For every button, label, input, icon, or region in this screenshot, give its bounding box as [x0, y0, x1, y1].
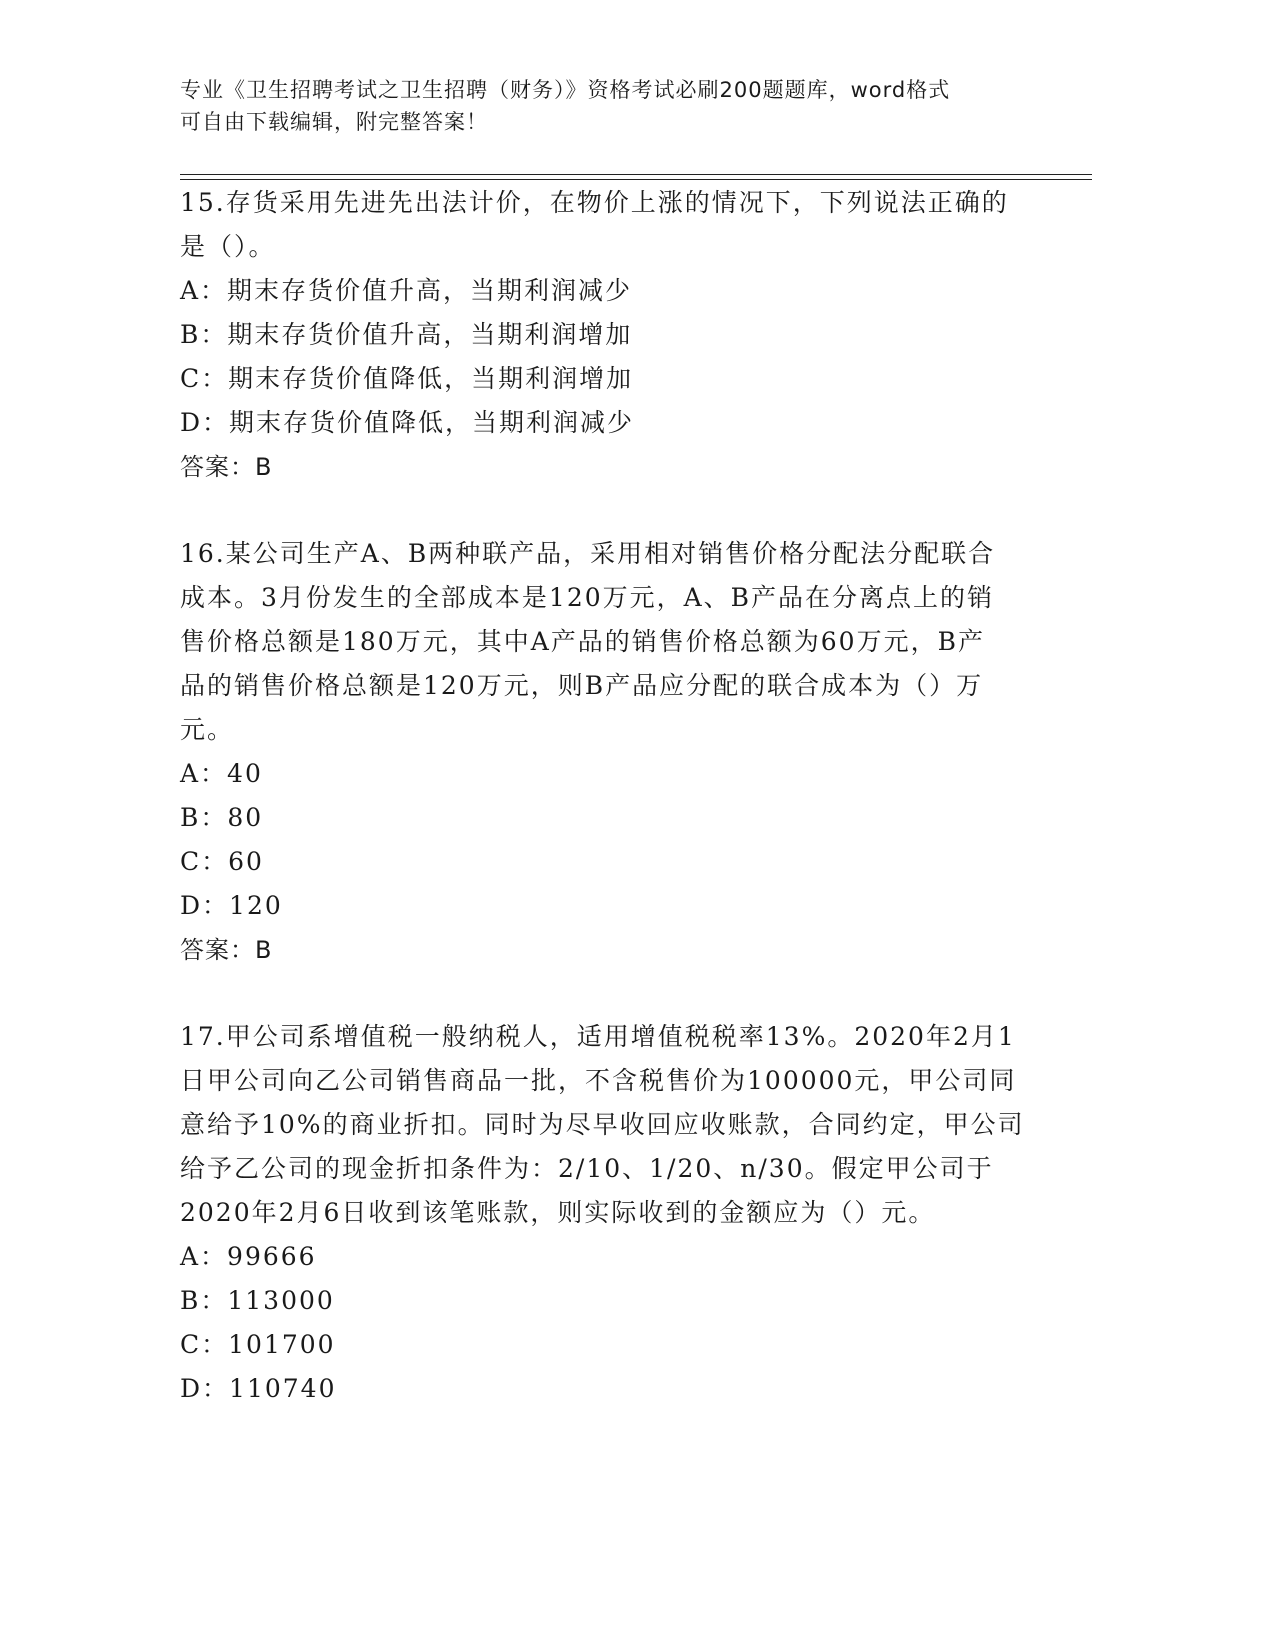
option-d: D：110740: [180, 1374, 337, 1403]
question-stem-line: 售价格总额是180万元，其中A产品的销售价格总额为60万元，B产: [180, 627, 985, 656]
question-stem-line: 成本。3月份发生的全部成本是120万元，A、B产品在分离点上的销: [180, 583, 995, 612]
header-line-2: 可自由下载编辑，附完整答案！: [180, 110, 488, 134]
option-c: C：101700: [180, 1330, 336, 1359]
option-c: C：60: [180, 847, 264, 876]
question-stem-line: 品的销售价格总额是120万元，则B产品应分配的联合成本为（）万: [180, 671, 984, 700]
option-d: D：期末存货价值降低，当期利润减少: [180, 408, 635, 437]
option-a: A：40: [180, 759, 263, 788]
answer-line: 答案：B: [180, 936, 273, 964]
question-stem-line: 元。: [180, 715, 235, 744]
option-a: A：99666: [180, 1242, 317, 1271]
question-stem-line: 16.某公司生产A、B两种联产品，采用相对销售价格分配法分配联合: [180, 539, 996, 568]
option-b: B：113000: [180, 1286, 335, 1315]
question-spacer: [180, 972, 1080, 1015]
answer-line: 答案：B: [180, 453, 273, 481]
question-stem-line: 意给予10%的商业折扣。同时为尽早收回应收账款，合同约定，甲公司: [180, 1110, 1025, 1139]
question-spacer: [180, 489, 1080, 532]
document-header: [180, 74, 1060, 138]
question-15: [180, 181, 1080, 489]
header-line-1: 专业《卫生招聘考试之卫生招聘（财务）》资格考试必刷200题题库，word格式: [180, 78, 951, 102]
option-b: B：80: [180, 803, 264, 832]
option-d: D：120: [180, 891, 283, 920]
question-list: [180, 181, 1080, 1411]
header-rule-top: [180, 174, 1092, 175]
question-stem-line: 日甲公司向乙公司销售商品一批，不含税售价为100000元，甲公司同: [180, 1066, 1017, 1095]
option-b: B：期末存货价值升高，当期利润增加: [180, 320, 633, 349]
question-stem-line: 15.存货采用先进先出法计价，在物价上涨的情况下，下列说法正确的: [180, 188, 1009, 217]
question-stem-line: 给予乙公司的现金折扣条件为：2/10、1/20、n/30。假定甲公司于: [180, 1154, 994, 1183]
option-a: A：期末存货价值升高，当期利润减少: [180, 276, 633, 305]
option-c: C：期末存货价值降低，当期利润增加: [180, 364, 634, 393]
question-stem-line: 2020年2月6日收到该笔账款，则实际收到的金额应为（）元。: [180, 1198, 936, 1227]
question-stem-line: 是（）。: [180, 232, 276, 261]
question-16: [180, 532, 1080, 972]
question-stem-line: 17.甲公司系增值税一般纳税人，适用增值税税率13%。2020年2月1: [180, 1022, 1016, 1051]
header-rule-bottom: [180, 179, 1092, 180]
question-17: [180, 1015, 1080, 1411]
